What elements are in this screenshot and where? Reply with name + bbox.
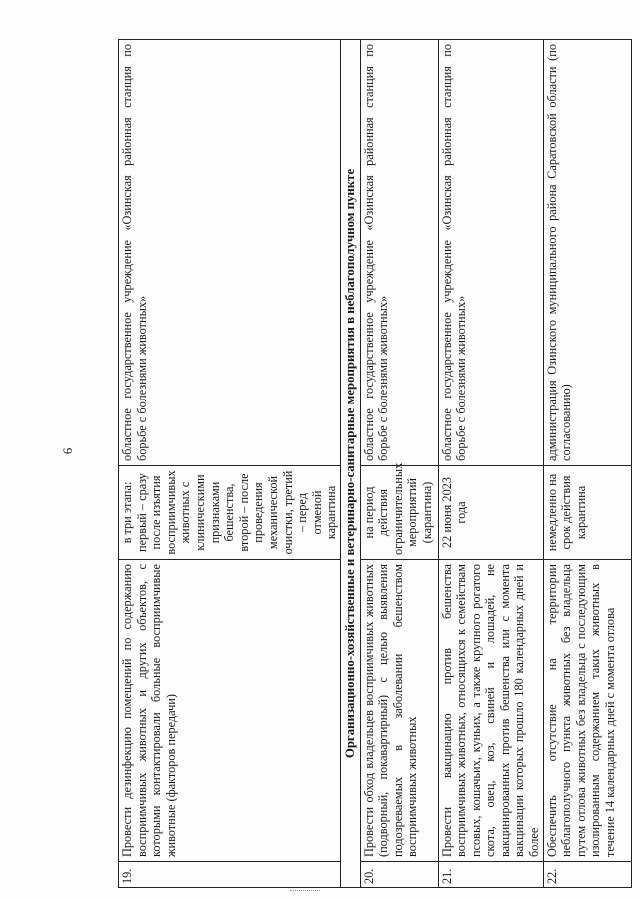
scan-artifact (290, 886, 320, 891)
table-row (360, 40, 438, 888)
row-number: 19. (119, 862, 341, 888)
row-responsible: областное государственное учреждение «Озинская районная станция по борьбе с болезнями животных» (438, 40, 543, 466)
measures-table (118, 39, 632, 888)
rotated-table-wrapper (118, 40, 618, 888)
row-number: 20. (360, 862, 438, 888)
row-action: Провести обход владельцев восприимчивых животных (подворный, покавартирный) с целью выявления подозреваемых в заболевании бешенством восприимчивых животных (360, 560, 438, 862)
table-row (543, 40, 631, 888)
row-responsible: администрация Озинского муниципального района Саратовской области (по согласованию) (543, 40, 631, 466)
section-row (340, 40, 360, 888)
table-row (438, 40, 543, 888)
row-number: 22. (543, 862, 631, 888)
row-number: 21. (438, 862, 543, 888)
row-action: Провести дезинфекцию помещений по содержанию восприимчивых животных и других объектов, с которыми контактировали больные восприимчивые животные (факторов передачи) (119, 560, 341, 862)
page-number: 6 (60, 447, 75, 455)
row-term: 22 июня 2023 года (438, 466, 543, 560)
row-term: на период действия ограничительных мероприятий (карантина) (360, 466, 438, 560)
table-row (119, 40, 341, 888)
row-term: немедленно на срок действия карантина (543, 466, 631, 560)
row-term: в три этапа: первый – сразу после изъятия восприимчивых животных с клиническими признаками бешенства, второй – после проведения механической очистки, третий – перед отменой карантина (119, 466, 341, 560)
row-action: Обеспечить отсутствие на территории неблагополучного пункта животных без владельца путем отлова животных без владельца с последующим изолированным содержанием таких животных в течение 14 календарных дней с момента отлова (543, 560, 631, 862)
section-title: Организационно-хозяйственные и ветеринарно-санитарные мероприятия в неблагополучном пункте (340, 40, 360, 888)
row-responsible: областное государственное учреждение «Озинская районная станция по борьбе с болезнями животных» (360, 40, 438, 466)
row-responsible: областное государственное учреждение «Озинская районная станция по борьбе с болезнями животных» (119, 40, 341, 466)
row-action: Провести вакцинацию против бешенства восприимчивых животных, относящихся к семействам псовых, кошачьих, куньих, а также крупного рогатого скота, овец, коз, свиней и лошадей, не вакцинированных против бешенства или с момента вакцинации которых прошло 180 календарных дней и более (438, 560, 543, 862)
